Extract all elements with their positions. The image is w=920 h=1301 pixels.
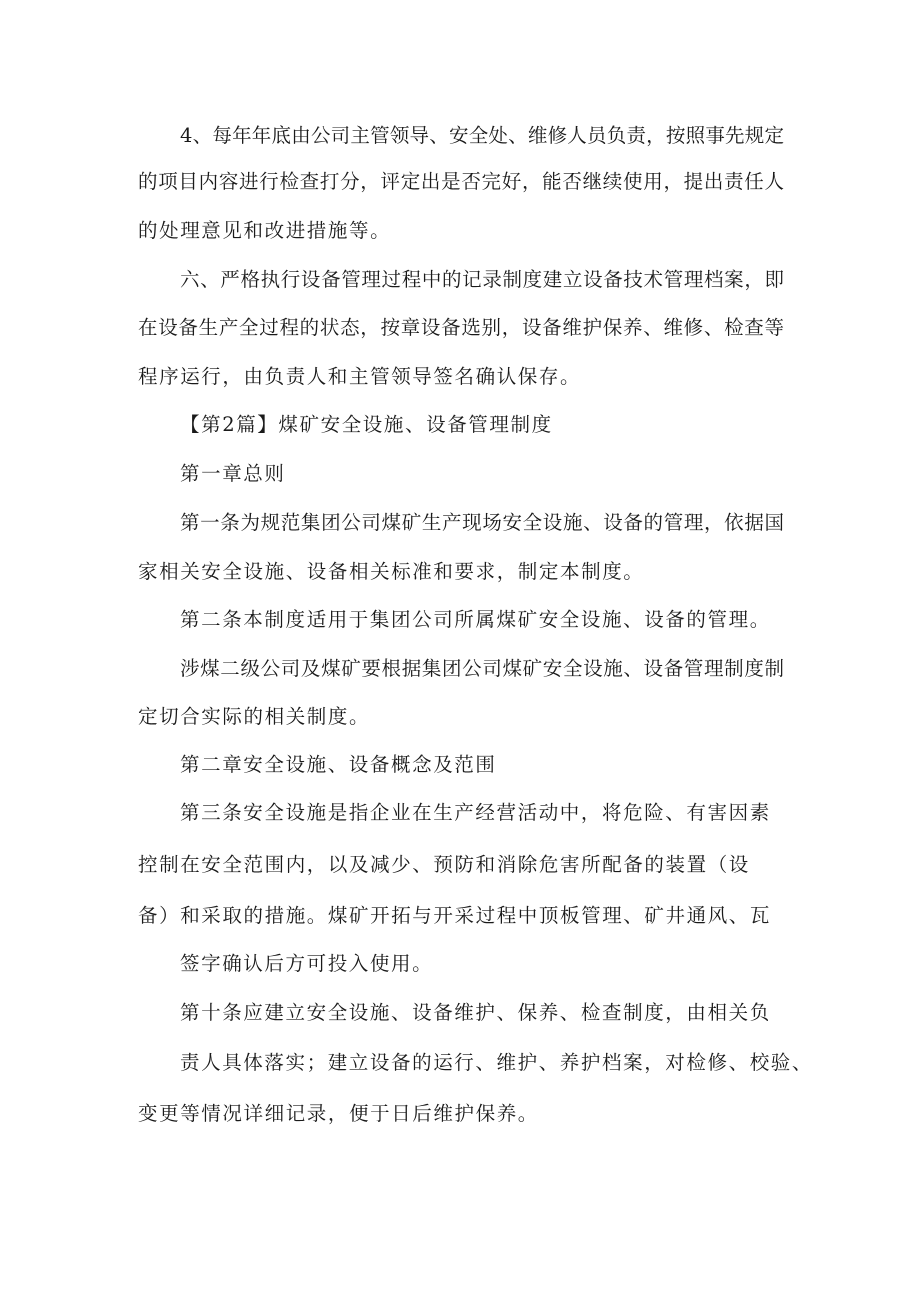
- text-line-13: 定切合实际的相关制度。: [138, 705, 371, 728]
- text-line-16: 控制在安全范围内，以及减少、预防和消除危害所配备的装置（设: [138, 853, 750, 876]
- text-line-15: 第三条安全设施是指企业在生产经营活动中，将危险、有害因素: [180, 801, 771, 824]
- text-line-3: 的处理意见和改进措施等。: [138, 219, 392, 242]
- text-line-9: 第一条为规范集团公司煤矿生产现场安全设施、设备的管理，依据国: [180, 511, 784, 534]
- text-line-6: 程序运行，由负责人和主管领导签名确认保存。: [138, 365, 582, 388]
- text-line-21: 变更等情况详细记录，便于日后维护保养。: [138, 1102, 539, 1125]
- text-line-10: 家相关安全设施、设备相关标准和要求，制定本制度。: [138, 560, 645, 583]
- text-line-4: 六、严格执行设备管理过程中的记录制度建立设备技术管理档案，即: [180, 268, 784, 291]
- text-line-2: 的项目内容进行检查打分，评定出是否完好，能否继续使用，提出责任人: [138, 170, 784, 193]
- text-line-18: 签字确认后方可投入使用。: [180, 952, 434, 975]
- chapter-heading-2: 第二章安全设施、设备概念及范围: [180, 753, 497, 776]
- text-line-19: 第十条应建立安全设施、设备维护、保养、检查制度，由相关负: [180, 1001, 771, 1024]
- chapter-heading-1: 第一章总则: [180, 462, 286, 485]
- text-line-12: 涉煤二级公司及煤矿要根据集团公司煤矿安全设施、设备管理制度制: [180, 657, 784, 680]
- text-line-11: 第二条本制度适用于集团公司所属煤矿安全设施、设备的管理。: [180, 608, 771, 631]
- section-heading: 【第2篇】煤矿安全设施、设备管理制度: [180, 413, 553, 436]
- text-line-5: 在设备生产全过程的状态，按章设备选别，设备维护保养、维修、检查等: [138, 316, 784, 339]
- text-line-20: 责人具体落实；建立设备的运行、维护、养护档案，对检修、校验、: [180, 1051, 814, 1074]
- text-line-1: 4、每年年底由公司主管领导、安全处、维修人员负责，按照事先规定: [180, 124, 784, 147]
- text-line-17: 备）和采取的措施。煤矿开拓与开采过程中顶板管理、矿井通风、瓦: [138, 904, 772, 927]
